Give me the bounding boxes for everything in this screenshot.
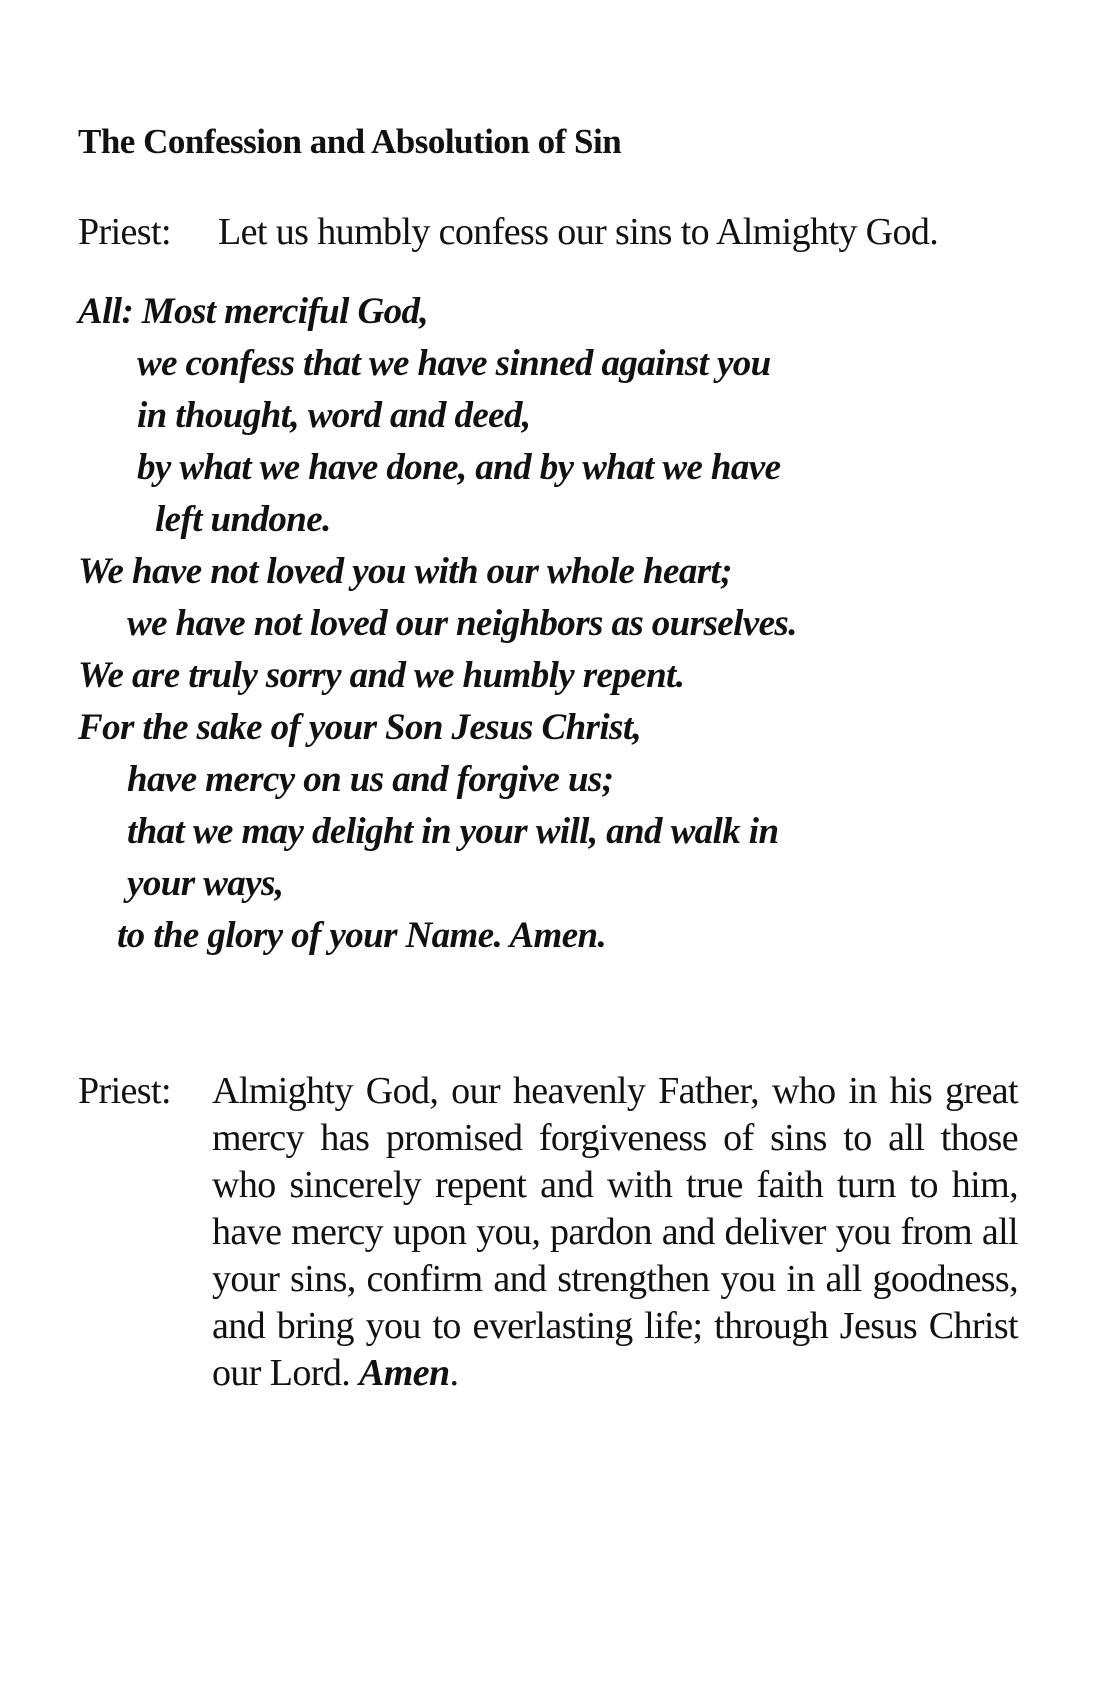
priest-invitation-text: Let us humbly confess our sins to Almighty God. — [218, 211, 939, 253]
confession-line: to the glory of your Name. Amen. — [117, 915, 607, 956]
priest-speaker-label: Priest: — [78, 211, 171, 253]
confession-line: We are truly sorry and we humbly repent. — [78, 655, 685, 696]
confession-line: your ways, — [127, 863, 284, 904]
confession-line: For the sake of your Son Jesus Christ, — [78, 707, 642, 748]
absolution-text — [212, 1068, 1018, 1397]
confession-line: by what we have done, and by what we have — [137, 447, 781, 488]
confession-line: we have not loved our neighbors as ourselves. — [127, 603, 797, 644]
confession-line: All: Most merciful God, — [78, 291, 429, 332]
confession-line: that we may delight in your will, and walk in — [127, 811, 779, 852]
confession-line: left undone. — [155, 499, 331, 540]
absolution-final-punct: . — [449, 1352, 459, 1394]
confession-line: have mercy on us and forgive us; — [127, 759, 614, 800]
confession-line: we confess that we have sinned against you — [137, 343, 771, 384]
absolution-amen: Amen — [359, 1352, 450, 1394]
absolution-body: Almighty God, our heavenly Father, who in his great mercy has promised forgiveness of sins to all those who sincerely repent and with true faith turn to him, have mercy upon you, pardon and deliver you from all your sins, confirm and strengthen you in all goodness, and bring you to everlasting life; through Jesus Christ our Lord. — [212, 1070, 1018, 1394]
absolution-speaker-label: Priest: — [78, 1070, 171, 1112]
confession-line: We have not loved you with our whole heart; — [78, 551, 732, 592]
priest-invitation — [78, 210, 938, 254]
section-heading: The Confession and Absolution of Sin — [78, 122, 622, 161]
confession-line: in thought, word and deed, — [137, 395, 531, 436]
